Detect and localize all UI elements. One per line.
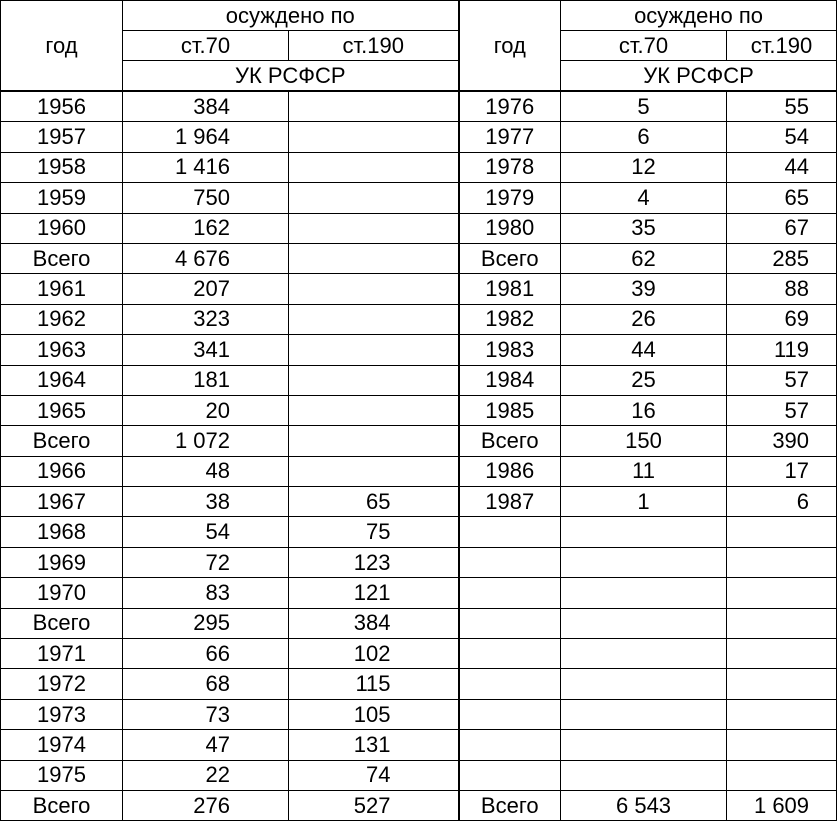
table-row: [1, 243, 837, 273]
table-row: [1, 669, 837, 699]
year-cell: 1969: [1, 547, 123, 577]
code-header-left: УК РСФСР: [123, 61, 459, 92]
year-cell: 1974: [1, 730, 123, 760]
table-row: [1, 122, 837, 152]
art70-cell: 62: [561, 243, 727, 273]
art70-cell: 150: [561, 426, 727, 456]
art70-cell: 6 543: [561, 790, 727, 820]
art70-cell: 750: [123, 183, 289, 213]
table-row: [1, 608, 837, 638]
art190-header-right: ст.190: [727, 31, 837, 61]
year-cell: [459, 578, 561, 608]
art190-cell: [289, 426, 459, 456]
art190-cell: [289, 122, 459, 152]
year-cell: Всего: [1, 426, 123, 456]
year-cell: 1958: [1, 152, 123, 182]
art70-cell: 5: [561, 91, 727, 122]
table-row: [1, 213, 837, 243]
year-cell: [459, 639, 561, 669]
art70-cell: 16: [561, 395, 727, 425]
year-cell: 1983: [459, 335, 561, 365]
year-cell: 1971: [1, 639, 123, 669]
art70-cell: 384: [123, 91, 289, 122]
table-row: [1, 426, 837, 456]
art70-cell: 25: [561, 365, 727, 395]
year-cell: 1987: [459, 487, 561, 517]
art190-cell: 69: [727, 304, 837, 334]
art190-cell: [727, 730, 837, 760]
art70-header-right: ст.70: [561, 31, 727, 61]
art190-cell: [727, 547, 837, 577]
art70-cell: 1 964: [123, 122, 289, 152]
year-cell: 1965: [1, 395, 123, 425]
art190-cell: 390: [727, 426, 837, 456]
year-cell: [459, 547, 561, 577]
art70-cell: [561, 639, 727, 669]
art70-cell: 1: [561, 487, 727, 517]
year-cell: 1975: [1, 760, 123, 790]
art190-cell: 75: [289, 517, 459, 547]
art190-cell: 65: [727, 183, 837, 213]
art70-cell: 22: [123, 760, 289, 790]
art190-cell: [727, 517, 837, 547]
art70-cell: 47: [123, 730, 289, 760]
table-row: [1, 152, 837, 182]
art70-cell: 83: [123, 578, 289, 608]
code-header-right: УК РСФСР: [561, 61, 837, 92]
year-cell: 1959: [1, 183, 123, 213]
year-cell: 1979: [459, 183, 561, 213]
year-cell: Всего: [459, 243, 561, 273]
year-cell: 1981: [459, 274, 561, 304]
art70-cell: [561, 730, 727, 760]
table-row: [1, 395, 837, 425]
art70-cell: 341: [123, 335, 289, 365]
year-cell: 1976: [459, 91, 561, 122]
art190-cell: 131: [289, 730, 459, 760]
art190-cell: 285: [727, 243, 837, 273]
table-row: [1, 365, 837, 395]
table-row: [1, 699, 837, 729]
year-cell: Всего: [459, 790, 561, 820]
year-cell: [459, 699, 561, 729]
convicted-under-header-left: осуждено по: [123, 1, 459, 31]
art190-cell: [289, 304, 459, 334]
year-cell: 1961: [1, 274, 123, 304]
art190-header-left: ст.190: [289, 31, 459, 61]
art70-cell: 4 676: [123, 243, 289, 273]
art190-cell: 102: [289, 639, 459, 669]
art70-cell: 26: [561, 304, 727, 334]
art190-cell: 57: [727, 365, 837, 395]
art190-cell: 105: [289, 699, 459, 729]
table-row: [1, 730, 837, 760]
year-cell: [459, 730, 561, 760]
year-cell: Всего: [459, 426, 561, 456]
year-cell: 1962: [1, 304, 123, 334]
art190-cell: [727, 639, 837, 669]
year-cell: 1964: [1, 365, 123, 395]
art70-cell: 276: [123, 790, 289, 820]
art70-cell: 54: [123, 517, 289, 547]
art190-cell: [289, 243, 459, 273]
art190-cell: [289, 91, 459, 122]
table-row: [1, 760, 837, 790]
year-cell: [459, 517, 561, 547]
art70-cell: [561, 699, 727, 729]
art190-cell: 55: [727, 91, 837, 122]
year-cell: 1980: [459, 213, 561, 243]
art190-cell: [727, 760, 837, 790]
table-row: [1, 639, 837, 669]
art190-cell: 88: [727, 274, 837, 304]
art70-cell: 48: [123, 456, 289, 486]
year-cell: [459, 760, 561, 790]
art70-cell: [561, 669, 727, 699]
art70-cell: 207: [123, 274, 289, 304]
art190-cell: 17: [727, 456, 837, 486]
art70-cell: [561, 608, 727, 638]
art70-cell: 20: [123, 395, 289, 425]
art190-cell: 119: [727, 335, 837, 365]
year-cell: 1963: [1, 335, 123, 365]
year-cell: 1968: [1, 517, 123, 547]
table-row: [1, 547, 837, 577]
art70-cell: 181: [123, 365, 289, 395]
art70-cell: 44: [561, 335, 727, 365]
art190-cell: [727, 578, 837, 608]
year-cell: 1985: [459, 395, 561, 425]
table-row: [1, 274, 837, 304]
art190-cell: [727, 608, 837, 638]
art190-cell: 54: [727, 122, 837, 152]
art190-cell: [289, 274, 459, 304]
art190-cell: 121: [289, 578, 459, 608]
art190-cell: [289, 365, 459, 395]
art190-cell: 44: [727, 152, 837, 182]
art70-cell: [561, 547, 727, 577]
art190-cell: [289, 152, 459, 182]
table-row: [1, 91, 837, 122]
year-header-left: год: [1, 1, 123, 92]
art70-cell: 1 072: [123, 426, 289, 456]
art190-cell: 115: [289, 669, 459, 699]
art70-cell: 323: [123, 304, 289, 334]
year-cell: [459, 608, 561, 638]
art70-cell: [561, 760, 727, 790]
year-cell: [459, 669, 561, 699]
art190-cell: 527: [289, 790, 459, 820]
art190-cell: 57: [727, 395, 837, 425]
art70-cell: 35: [561, 213, 727, 243]
year-cell: 1973: [1, 699, 123, 729]
year-cell: 1977: [459, 122, 561, 152]
art190-cell: [289, 183, 459, 213]
art70-cell: [561, 578, 727, 608]
table-row: [1, 578, 837, 608]
year-cell: 1982: [459, 304, 561, 334]
art190-cell: 384: [289, 608, 459, 638]
art190-cell: 74: [289, 760, 459, 790]
table-row: [1, 456, 837, 486]
art70-cell: 1 416: [123, 152, 289, 182]
art70-cell: [561, 517, 727, 547]
art70-cell: 39: [561, 274, 727, 304]
year-cell: 1970: [1, 578, 123, 608]
table-row: [1, 790, 837, 820]
art70-cell: 4: [561, 183, 727, 213]
year-cell: 1986: [459, 456, 561, 486]
convicted-under-header-right: осуждено по: [561, 1, 837, 31]
art190-cell: [727, 699, 837, 729]
art70-cell: 66: [123, 639, 289, 669]
table-row: [1, 517, 837, 547]
art70-cell: 162: [123, 213, 289, 243]
year-cell: 1966: [1, 456, 123, 486]
year-header-right: год: [459, 1, 561, 92]
art190-cell: [289, 213, 459, 243]
year-cell: 1978: [459, 152, 561, 182]
art190-cell: 6: [727, 487, 837, 517]
art190-cell: 67: [727, 213, 837, 243]
art70-cell: 72: [123, 547, 289, 577]
table-row: [1, 335, 837, 365]
table-row: [1, 304, 837, 334]
art70-cell: 12: [561, 152, 727, 182]
year-cell: Всего: [1, 790, 123, 820]
art190-cell: [289, 335, 459, 365]
art190-cell: 65: [289, 487, 459, 517]
art70-cell: 6: [561, 122, 727, 152]
year-cell: 1957: [1, 122, 123, 152]
year-cell: 1956: [1, 91, 123, 122]
art190-cell: 1 609: [727, 790, 837, 820]
art70-cell: 38: [123, 487, 289, 517]
art70-cell: 11: [561, 456, 727, 486]
year-cell: Всего: [1, 243, 123, 273]
art70-cell: 295: [123, 608, 289, 638]
table-row: [1, 183, 837, 213]
year-cell: Всего: [1, 608, 123, 638]
year-cell: 1967: [1, 487, 123, 517]
year-cell: 1960: [1, 213, 123, 243]
year-cell: 1972: [1, 669, 123, 699]
art190-cell: [727, 669, 837, 699]
art190-cell: [289, 395, 459, 425]
art70-header-left: ст.70: [123, 31, 289, 61]
year-cell: 1984: [459, 365, 561, 395]
art70-cell: 68: [123, 669, 289, 699]
art190-cell: 123: [289, 547, 459, 577]
table-row: [1, 487, 837, 517]
art70-cell: 73: [123, 699, 289, 729]
art190-cell: [289, 456, 459, 486]
